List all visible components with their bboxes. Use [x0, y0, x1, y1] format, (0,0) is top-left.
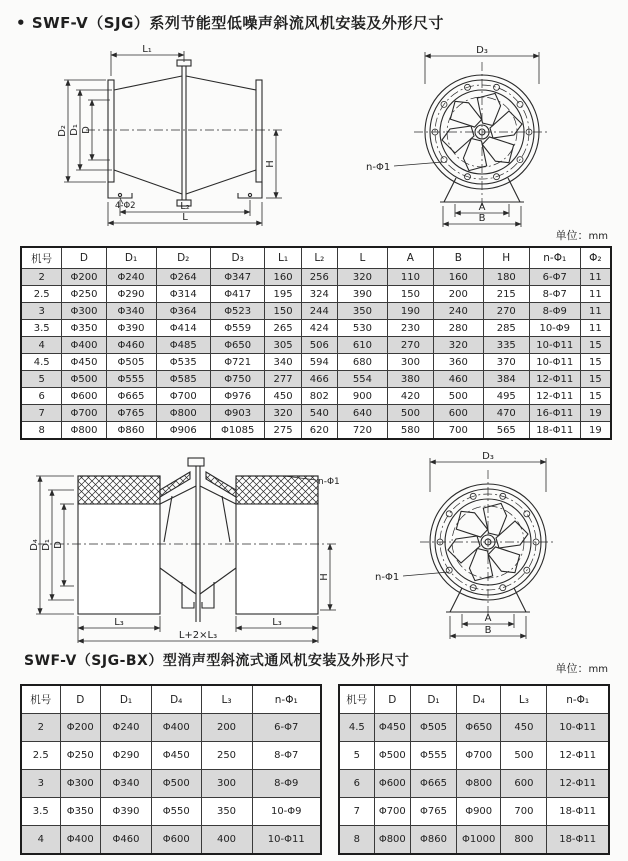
table-cell: Φ585	[156, 371, 210, 388]
table-cell: Φ700	[62, 405, 106, 422]
table-cell: 15	[580, 388, 611, 405]
table-cell: 390	[338, 286, 388, 303]
table-cell: 270	[387, 337, 433, 354]
table-cell: 305	[265, 337, 301, 354]
column-header: L	[338, 247, 388, 269]
table-cell: Φ505	[106, 354, 156, 371]
table-cell: 19	[580, 422, 611, 440]
table-cell: 8-Φ9	[529, 303, 580, 320]
column-header: D	[60, 685, 101, 714]
table-cell: 450	[265, 388, 301, 405]
column-header: Φ₂	[580, 247, 611, 269]
table-cell: 270	[483, 303, 529, 320]
table-cell: 10-Φ9	[252, 798, 321, 826]
table-cell: 500	[433, 388, 483, 405]
dim-label-h: H	[319, 573, 330, 581]
table-cell: Φ340	[106, 303, 156, 320]
table-cell: 680	[338, 354, 388, 371]
table-cell: Φ400	[62, 337, 106, 354]
table-cell: 10-Φ11	[547, 714, 609, 742]
table-cell: 180	[483, 269, 529, 286]
table-cell: Φ765	[411, 798, 457, 826]
table-cell: Φ550	[152, 798, 202, 826]
table-cell: Φ600	[152, 826, 202, 855]
table-cell: 360	[433, 354, 483, 371]
table-cell: 565	[483, 422, 529, 440]
table-cell: Φ559	[210, 320, 264, 337]
column-header: L₃	[501, 685, 547, 714]
table-cell: 470	[483, 405, 529, 422]
table-cell: Φ450	[62, 354, 106, 371]
table-cell: 340	[265, 354, 301, 371]
dim-label-l2: L₂	[180, 201, 190, 212]
table-cell: 466	[301, 371, 337, 388]
table-cell: 16-Φ11	[529, 405, 580, 422]
table-cell: 554	[338, 371, 388, 388]
dim-label-d: D	[81, 126, 92, 134]
table-cell: 8-Φ9	[252, 770, 321, 798]
table-cell: 420	[387, 388, 433, 405]
dim-label-l1: L₁	[142, 44, 152, 55]
table-cell: 2.5	[21, 742, 60, 770]
table-cell: 15	[580, 354, 611, 371]
table-cell: Φ650	[210, 337, 264, 354]
column-header: D₄	[152, 685, 202, 714]
header-row	[21, 685, 321, 714]
table-cell: 10-Φ9	[529, 320, 580, 337]
dim-label-d3: D₃	[476, 45, 488, 56]
unit-note-1	[556, 227, 608, 243]
table-row	[21, 798, 321, 826]
table-cell: 5	[21, 371, 62, 388]
table-cell: 11	[580, 286, 611, 303]
table-cell: Φ460	[101, 826, 152, 855]
fan-body	[108, 60, 262, 206]
table-cell: 230	[387, 320, 433, 337]
dim-label-d3: D₃	[482, 451, 494, 462]
dim-label-bolt-holes: n-Φ1	[318, 477, 340, 487]
column-header: D₂	[156, 247, 210, 269]
table-cell: 8-Φ7	[252, 742, 321, 770]
table-cell: 495	[483, 388, 529, 405]
column-header: D₁	[411, 685, 457, 714]
unit-value: mm	[588, 231, 608, 242]
table-cell: 10-Φ11	[252, 826, 321, 855]
table-cell: 594	[301, 354, 337, 371]
table-cell: Φ765	[106, 405, 156, 422]
table-cell: 8-Φ7	[529, 286, 580, 303]
column-header: n-Φ₁	[529, 247, 580, 269]
table-cell: Φ390	[101, 798, 152, 826]
column-header: 机号	[21, 247, 62, 269]
dimension-table-muffler-right	[338, 684, 610, 855]
table-cell: Φ290	[101, 742, 152, 770]
table-cell: Φ314	[156, 286, 210, 303]
column-header: L₂	[301, 247, 337, 269]
table-cell: Φ535	[156, 354, 210, 371]
table-cell: 4.5	[21, 354, 62, 371]
dim-label-l3-left: L₃	[114, 617, 124, 628]
table-cell: 12-Φ11	[529, 371, 580, 388]
table-cell: 320	[265, 405, 301, 422]
table-cell: Φ860	[411, 826, 457, 855]
table-row	[21, 371, 611, 388]
column-header: L₁	[265, 247, 301, 269]
table-cell: Φ900	[456, 798, 501, 826]
dim-label-a: A	[478, 202, 486, 213]
table-cell: 12-Φ11	[547, 770, 609, 798]
table-cell: Φ350	[62, 320, 106, 337]
dimension-lines	[394, 52, 539, 227]
table-cell: Φ240	[106, 269, 156, 286]
table-cell: Φ240	[101, 714, 152, 742]
header-row	[21, 247, 611, 269]
table-cell: 6-Φ7	[252, 714, 321, 742]
table-cell: Φ800	[156, 405, 210, 422]
table-cell: Φ721	[210, 354, 264, 371]
column-header: D₄	[456, 685, 501, 714]
table-cell: Φ350	[60, 798, 101, 826]
column-header: D	[62, 247, 106, 269]
column-header: A	[387, 247, 433, 269]
table-cell: Φ505	[411, 714, 457, 742]
table-cell: 540	[301, 405, 337, 422]
table-cell: 19	[580, 405, 611, 422]
table-cell: 6-Φ7	[529, 269, 580, 286]
table-cell: 500	[387, 405, 433, 422]
table-cell: 15	[580, 371, 611, 388]
table-cell: Φ1000	[456, 826, 501, 855]
table-cell: 200	[433, 286, 483, 303]
table-cell: Φ460	[106, 337, 156, 354]
table-cell: 5	[339, 742, 374, 770]
table-row	[21, 770, 321, 798]
table-row	[21, 269, 611, 286]
table-row	[21, 286, 611, 303]
table-cell: Φ523	[210, 303, 264, 320]
dim-label-d2: D₂	[57, 125, 68, 137]
table-row	[21, 303, 611, 320]
table-cell: 10-Φ11	[529, 354, 580, 371]
dim-label-bolt-holes: n-Φ1	[366, 162, 391, 173]
table-cell: 8	[339, 826, 374, 855]
fan-body	[160, 458, 236, 622]
table-cell: 190	[387, 303, 433, 320]
table-row	[339, 742, 609, 770]
dimension-table-muffler-left	[20, 684, 322, 855]
section-title-text: SWF-V（SJG-BX）型消声型斜流式通风机安装及外形尺寸	[24, 653, 410, 669]
table-cell: 11	[580, 269, 611, 286]
table-cell: Φ200	[62, 269, 106, 286]
table-cell: Φ650	[456, 714, 501, 742]
table-row	[21, 388, 611, 405]
table-cell: 4	[21, 337, 62, 354]
table-cell: Φ250	[60, 742, 101, 770]
table-cell: 800	[501, 826, 547, 855]
table-cell: Φ600	[374, 770, 410, 798]
table-cell: 600	[433, 405, 483, 422]
table-cell: 150	[265, 303, 301, 320]
column-header: n-Φ₁	[547, 685, 609, 714]
table-cell: 3	[21, 770, 60, 798]
diagram-group-1	[20, 42, 610, 228]
page-title	[16, 12, 444, 33]
table-cell: 3.5	[21, 320, 62, 337]
table-cell: Φ555	[106, 371, 156, 388]
table-cell: 7	[21, 405, 62, 422]
muffler-fan-front-view-drawing	[373, 446, 608, 646]
unit-value: mm	[588, 664, 608, 675]
table-cell: 2.5	[21, 286, 62, 303]
table-cell: Φ390	[106, 320, 156, 337]
column-header: H	[483, 247, 529, 269]
table-cell: 700	[501, 798, 547, 826]
table-cell: Φ665	[106, 388, 156, 405]
table-cell: 3	[21, 303, 62, 320]
table-cell: 6	[21, 388, 62, 405]
table-cell: Φ700	[456, 742, 501, 770]
table-cell: 380	[387, 371, 433, 388]
table-cell: Φ665	[411, 770, 457, 798]
table-cell: 460	[433, 371, 483, 388]
table-cell: Φ903	[210, 405, 264, 422]
table-cell: 6	[339, 770, 374, 798]
table-cell: 720	[338, 422, 388, 440]
table-cell: 7	[339, 798, 374, 826]
table-cell: 350	[201, 798, 252, 826]
table-cell: 12-Φ11	[529, 388, 580, 405]
table-cell: 280	[433, 320, 483, 337]
table-cell: 300	[201, 770, 252, 798]
dim-label-d1: D₁	[69, 124, 80, 136]
table-cell: 400	[201, 826, 252, 855]
table-cell: 11	[580, 320, 611, 337]
table-cell: 700	[433, 422, 483, 440]
table-cell: Φ750	[210, 371, 264, 388]
column-header: 机号	[21, 685, 60, 714]
table-cell: Φ800	[374, 826, 410, 855]
unit-label: 单位：	[555, 662, 589, 675]
dim-label-a: A	[484, 613, 492, 624]
table-cell: 200	[201, 714, 252, 742]
diagram-group-2	[22, 446, 608, 646]
column-header: 机号	[339, 685, 374, 714]
table-cell: 4	[21, 826, 60, 855]
table-row	[21, 337, 611, 354]
table-cell: 240	[433, 303, 483, 320]
table-cell: 8	[21, 422, 62, 440]
dim-label-l: L	[182, 212, 188, 223]
table-cell: Φ340	[101, 770, 152, 798]
column-header: B	[433, 247, 483, 269]
section-title	[24, 650, 409, 670]
table-row	[21, 826, 321, 855]
table-cell: 277	[265, 371, 301, 388]
fan-side-view-drawing	[20, 42, 320, 228]
dim-label-d1: D₁	[41, 539, 52, 551]
table-cell: Φ400	[152, 714, 202, 742]
table-cell: 610	[338, 337, 388, 354]
unit-note-2	[556, 660, 608, 676]
table-cell: 256	[301, 269, 337, 286]
table-cell: Φ290	[106, 286, 156, 303]
table-cell: 4.5	[339, 714, 374, 742]
table-cell: 3.5	[21, 798, 60, 826]
table-row	[339, 798, 609, 826]
table-cell: 424	[301, 320, 337, 337]
column-header: D₁	[101, 685, 152, 714]
table-row	[339, 770, 609, 798]
table-cell: 250	[201, 742, 252, 770]
table-cell: 900	[338, 388, 388, 405]
table-row	[339, 714, 609, 742]
table-cell: 150	[387, 286, 433, 303]
table-cell: Φ906	[156, 422, 210, 440]
table-cell: 15	[580, 337, 611, 354]
table-cell: Φ417	[210, 286, 264, 303]
table-row	[339, 826, 609, 855]
table-cell: Φ860	[106, 422, 156, 440]
table-cell: Φ800	[456, 770, 501, 798]
table-cell: 320	[338, 269, 388, 286]
table-cell: Φ700	[374, 798, 410, 826]
table-row	[21, 354, 611, 371]
table-cell: 18-Φ11	[547, 798, 609, 826]
table-cell: 18-Φ11	[547, 826, 609, 855]
table-cell: 265	[265, 320, 301, 337]
table-cell: 215	[483, 286, 529, 303]
table-cell: 2	[21, 269, 62, 286]
table-cell: Φ800	[62, 422, 106, 440]
dim-label-total-length: L+2×L₃	[178, 630, 218, 641]
table-cell: 384	[483, 371, 529, 388]
table-cell: Φ300	[60, 770, 101, 798]
header-row	[339, 685, 609, 714]
unit-label: 单位：	[555, 229, 589, 242]
dim-label-h: H	[265, 160, 276, 168]
table-cell: 506	[301, 337, 337, 354]
table-cell: Φ500	[62, 371, 106, 388]
table-cell: 370	[483, 354, 529, 371]
table-cell: Φ200	[60, 714, 101, 742]
table-cell: 300	[387, 354, 433, 371]
table-cell: 285	[483, 320, 529, 337]
page-title-text: SWF-V（SJG）系列节能型低噪声斜流风机安装及外形尺寸	[31, 14, 444, 32]
table-cell: 11	[580, 303, 611, 320]
fan-front-view-drawing	[360, 42, 610, 228]
dim-label-d4: D₄	[29, 539, 40, 551]
dim-label-b: B	[484, 625, 492, 636]
table-cell: Φ450	[374, 714, 410, 742]
column-header: D₁	[106, 247, 156, 269]
table-cell: 802	[301, 388, 337, 405]
column-header: L₃	[201, 685, 252, 714]
table-cell: 275	[265, 422, 301, 440]
table-row	[21, 714, 321, 742]
table-cell: Φ700	[156, 388, 210, 405]
table-cell: 160	[265, 269, 301, 286]
table-cell: Φ500	[152, 770, 202, 798]
table-cell: Φ976	[210, 388, 264, 405]
table-cell: Φ400	[60, 826, 101, 855]
table-cell: 195	[265, 286, 301, 303]
table-cell: 350	[338, 303, 388, 320]
table-cell: 160	[433, 269, 483, 286]
table-cell: Φ364	[156, 303, 210, 320]
muffler-fan-side-view-drawing	[22, 446, 352, 646]
table-cell: Φ264	[156, 269, 210, 286]
dim-label-b: B	[478, 213, 486, 224]
table-cell: 18-Φ11	[529, 422, 580, 440]
table-cell: 335	[483, 337, 529, 354]
table-cell: 110	[387, 269, 433, 286]
table-cell: Φ555	[411, 742, 457, 770]
table-cell: 244	[301, 303, 337, 320]
column-header: D	[374, 685, 410, 714]
column-header: n-Φ₁	[252, 685, 321, 714]
dimension-lines	[64, 51, 282, 226]
table-cell: Φ450	[152, 742, 202, 770]
bullet-icon: •	[16, 14, 27, 32]
table-cell: 640	[338, 405, 388, 422]
table-cell: 620	[301, 422, 337, 440]
table-cell: 600	[501, 770, 547, 798]
dim-label-d: D	[53, 541, 64, 549]
table-cell: Φ347	[210, 269, 264, 286]
table-cell: Φ414	[156, 320, 210, 337]
table-row	[21, 422, 611, 440]
table-cell: Φ485	[156, 337, 210, 354]
table-cell: Φ1085	[210, 422, 264, 440]
table-cell: Φ250	[62, 286, 106, 303]
column-header: D₃	[210, 247, 264, 269]
table-row	[21, 742, 321, 770]
table-cell: 450	[501, 714, 547, 742]
table-cell: Φ500	[374, 742, 410, 770]
table-cell: 580	[387, 422, 433, 440]
muffler-boxes	[78, 476, 318, 614]
table-cell: 324	[301, 286, 337, 303]
table-cell: 12-Φ11	[547, 742, 609, 770]
dim-label-bolt-holes: n-Φ1	[375, 572, 400, 583]
table-row	[21, 405, 611, 422]
table-cell: 10-Φ11	[529, 337, 580, 354]
table-cell: 500	[501, 742, 547, 770]
dimension-table-main	[20, 246, 612, 440]
table-cell: 530	[338, 320, 388, 337]
dim-label-l3-right: L₃	[272, 617, 282, 628]
table-cell: Φ600	[62, 388, 106, 405]
dim-label-feet-holes: 4-Φ2	[115, 201, 136, 211]
table-cell: Φ300	[62, 303, 106, 320]
table-cell: 2	[21, 714, 60, 742]
table-row	[21, 320, 611, 337]
table-cell: 320	[433, 337, 483, 354]
